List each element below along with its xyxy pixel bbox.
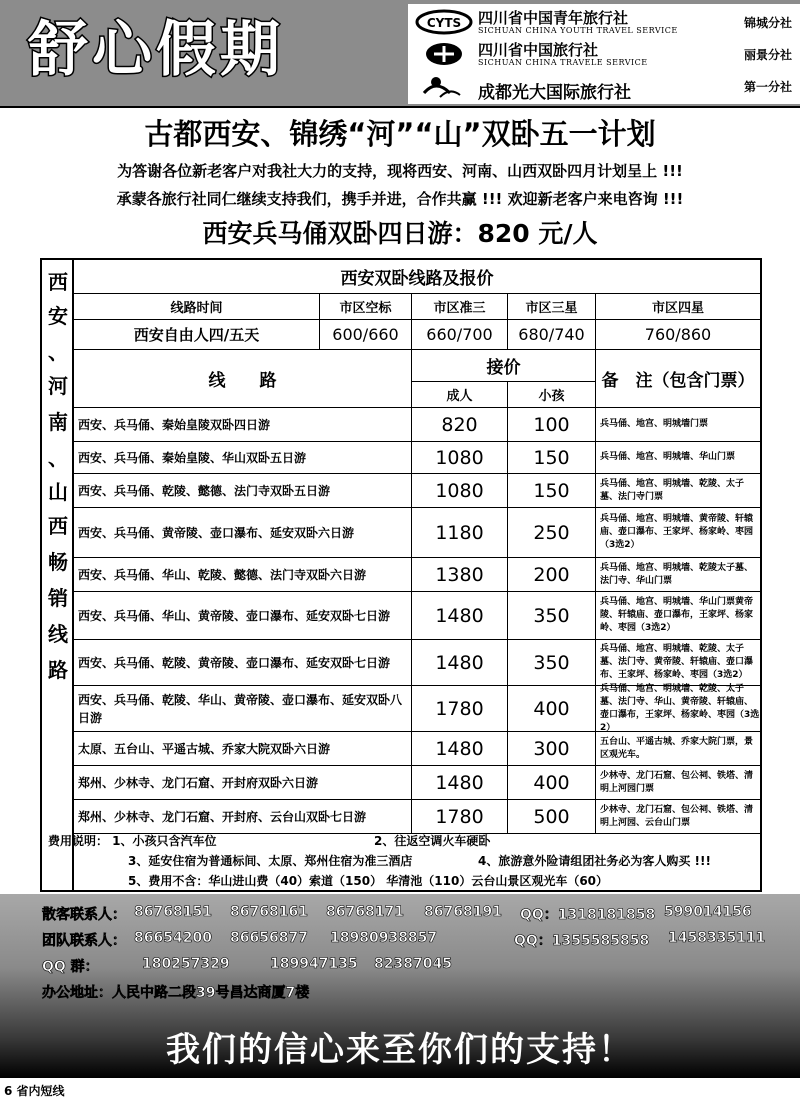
column-header: 市区空标: [320, 294, 412, 320]
side-label-column: [42, 260, 74, 890]
agency-row: [408, 6, 800, 38]
everbright-logo-icon: [414, 73, 474, 99]
adult-price: 1480: [412, 592, 508, 640]
child-price: 400: [508, 766, 596, 800]
adult-price: 1780: [412, 800, 508, 834]
fee-notes: [42, 826, 760, 890]
phone-number: 86768191: [424, 904, 502, 920]
route-note: 五台山、平遥古城、乔家大院门票，景区观光车。: [596, 732, 760, 766]
side-label-char: 线: [48, 622, 68, 646]
intro-line: 为答谢各位新老客户对我社大力的支持，现将西安、河南、山西双卧四月计划呈上 !!!: [117, 162, 683, 180]
phone-number: 86768171: [326, 904, 404, 920]
side-label-char: 南: [48, 410, 68, 434]
hotel-price: 600/660: [320, 320, 412, 350]
child-price: 400: [508, 686, 596, 732]
adult-price: 1180: [412, 508, 508, 558]
cyts-logo-icon: [414, 9, 474, 35]
child-price: 150: [508, 474, 596, 508]
phone-number: 18980938857: [330, 930, 438, 946]
phone-number: 86768161: [230, 904, 308, 920]
route-name: 西安、兵马俑、华山、乾陵、懿德、法门寺双卧六日游: [74, 558, 412, 592]
route-note: 兵马俑、地宫、明城墙、乾陵、太子墓、法门寺门票: [596, 474, 760, 508]
featured-offer: 西安兵马俑双卧四日游：820 元/人: [202, 219, 598, 248]
route-name: 西安、兵马俑、乾陵、黄帝陵、壶口瀑布、延安双卧七日游: [74, 640, 412, 686]
qq-number: 1458335111: [668, 930, 766, 946]
fee-note: 5、费用不含：华山进山费（40）索道（150） 华清池（110）云台山景区观光车（60）: [128, 874, 609, 888]
route-name: 西安、兵马俑、乾陵、华山、黄帝陵、壶口瀑布、延安双卧八日游: [74, 686, 412, 732]
agency-panel: [408, 4, 800, 104]
brand-title: 舒心假期: [28, 15, 284, 85]
hotel-package-name: 西安自由人四/五天: [74, 320, 320, 350]
price-table: [40, 258, 762, 892]
child-price: 150: [508, 442, 596, 474]
route-note: 兵马俑、地宫、明城墙、乾陵、太子墓、法门寺、华山、黄帝陵、轩辕庙、壶口瀑布，王家坪、杨家岭、枣园（3选2）: [596, 686, 760, 732]
fee-note: 3、延安住宿为普通标间、太原、郑州住宿为准三酒店: [128, 854, 413, 868]
route-note: 兵马俑、地宫、明城墙、黄帝陵、轩辕庙、壶口瀑布、王家坪、杨家岭、枣园（3选2）: [596, 508, 760, 558]
qq-group-number: 180257329: [142, 956, 230, 972]
fee-note: 费用说明： 1、小孩只含汽车位: [48, 834, 217, 848]
adult-price: 1480: [412, 640, 508, 686]
route-name: 郑州、少林寺、龙门石窟、开封府、云台山双卧七日游: [74, 800, 412, 834]
child-price: 100: [508, 408, 596, 442]
adult-price: 1080: [412, 442, 508, 474]
qq-number: 599014156: [664, 904, 752, 920]
table-caption: 西安双卧线路及报价: [74, 260, 760, 294]
child-price: 350: [508, 592, 596, 640]
adult-price: 1780: [412, 686, 508, 732]
page-footer: 6 省内短线: [4, 1084, 65, 1098]
agency-branch: 锦城分社: [743, 16, 792, 30]
side-label-char: 山: [48, 480, 68, 504]
child-header: 小孩: [508, 382, 596, 408]
adult-price: 1480: [412, 766, 508, 800]
route-name: 西安、兵马俑、华山、黄帝陵、壶口瀑布、延安双卧七日游: [74, 592, 412, 640]
side-label-char: 路: [48, 658, 68, 682]
route-note: 兵马俑、地宫、明城墙门票: [596, 408, 760, 442]
agency-english-name: SICHUAN CHINA TRAVELE SERVICE: [478, 58, 648, 67]
agency-row: [408, 70, 800, 102]
agency-english-name: SICHUAN CHINA YOUTH TRAVEL SERVICE: [478, 26, 678, 35]
fee-note: 4、旅游意外险请组团社务必为客人购买 !!!: [478, 854, 711, 868]
side-label-char: 销: [48, 586, 68, 610]
phone-number: 86768151: [134, 904, 212, 920]
adult-price: 1480: [412, 732, 508, 766]
qq-number: QQ：1355585858: [514, 933, 650, 949]
header-banner: [0, 0, 800, 108]
phone-number: 86654200: [134, 930, 212, 946]
side-label-char: 安: [48, 304, 68, 328]
side-label-char: 、: [48, 340, 68, 364]
route-note: 少林寺、龙门石窟、包公祠、铁塔、清明上河园门票: [596, 766, 760, 800]
route-name: 郑州、少林寺、龙门石窟、开封府双卧六日游: [74, 766, 412, 800]
child-price: 500: [508, 800, 596, 834]
qq-number: QQ：1318181858: [520, 907, 656, 923]
child-price: 200: [508, 558, 596, 592]
agency-name: 四川省中国青年旅行社: [478, 9, 629, 27]
page-title: 古都西安、锦绣“河”“山”双卧五一计划: [144, 117, 656, 151]
agency-branch: 第一分社: [743, 80, 792, 94]
adult-header: 成人: [412, 382, 508, 408]
qq-group-label: QQ 群：: [42, 959, 99, 975]
side-label-char: 河: [48, 374, 68, 398]
qq-group-number: 189947135: [270, 956, 358, 972]
group-contact-label: 团队联系人：: [42, 933, 126, 949]
route-header: 线 路: [74, 350, 412, 408]
route-name: 太原、五台山、平遥古城、乔家大院双卧六日游: [74, 732, 412, 766]
slogan: 我们的信心来至你们的支持！: [166, 1030, 634, 1070]
hotel-price: 660/700: [412, 320, 508, 350]
svg-text:CYTS: CYTS: [426, 16, 462, 30]
hotel-price: 760/860: [596, 320, 760, 350]
adult-price: 1080: [412, 474, 508, 508]
agency-row: [408, 38, 800, 70]
column-header: 市区四星: [596, 294, 760, 320]
adult-price: 1380: [412, 558, 508, 592]
column-header: 市区准三: [412, 294, 508, 320]
cts-logo-icon: [414, 41, 474, 67]
office-address: 办公地址：人民中路二段39号昌达商厦7楼: [42, 985, 310, 1001]
side-label-char: 西: [48, 514, 68, 538]
fee-note: 2、往返空调火车硬卧: [374, 834, 491, 848]
route-name: 西安、兵马俑、秦始皇陵双卧四日游: [74, 408, 412, 442]
child-price: 250: [508, 508, 596, 558]
price-header: 接价: [412, 350, 596, 382]
adult-price: 820: [412, 408, 508, 442]
column-header: 线路时间: [74, 294, 320, 320]
side-label-char: 畅: [48, 550, 68, 574]
route-name: 西安、兵马俑、秦始皇陵、华山双卧五日游: [74, 442, 412, 474]
phone-number: 86656877: [230, 930, 308, 946]
child-price: 300: [508, 732, 596, 766]
route-note: 少林寺、龙门石窟、包公祠、铁塔、清明上河园、云台山门票: [596, 800, 760, 834]
route-note: 兵马俑、地宫、明城墙、华山门票黄帝陵、轩辕庙、壶口瀑布，王家坪、杨家岭、枣园（3选2）: [596, 592, 760, 640]
note-header: 备 注（包含门票）: [596, 350, 760, 408]
child-price: 350: [508, 640, 596, 686]
retail-contact-label: 散客联系人：: [42, 907, 126, 923]
qq-group-number: 82387045: [374, 956, 452, 972]
route-name: 西安、兵马俑、乾陵、懿德、法门寺双卧五日游: [74, 474, 412, 508]
hotel-price: 680/740: [508, 320, 596, 350]
side-label-char: 西: [48, 270, 68, 294]
agency-branch: 丽景分社: [743, 48, 792, 62]
agency-name: 四川省中国旅行社: [478, 41, 599, 59]
route-name: 西安、兵马俑、黄帝陵、壶口瀑布、延安双卧六日游: [74, 508, 412, 558]
agency-name: 成都光大国际旅行社: [478, 83, 631, 103]
column-header: 市区三星: [508, 294, 596, 320]
side-label-char: 、: [48, 446, 68, 470]
route-note: 兵马俑、地宫、明城墙、乾陵、太子墓、法门寺、黄帝陵、轩辕庙、壶口瀑布、王家坪、杨家岭、枣园（3选2）: [596, 640, 760, 686]
route-note: 兵马俑、地宫、明城墙、乾陵太子墓、法门寺、华山门票: [596, 558, 760, 592]
intro-line: 承蒙各旅行社同仁继续支持我们，携手并进，合作共赢 !!! 欢迎新老客户来电咨询 !!!: [116, 190, 684, 208]
route-note: 兵马俑、地宫、明城墙、华山门票: [596, 442, 760, 474]
